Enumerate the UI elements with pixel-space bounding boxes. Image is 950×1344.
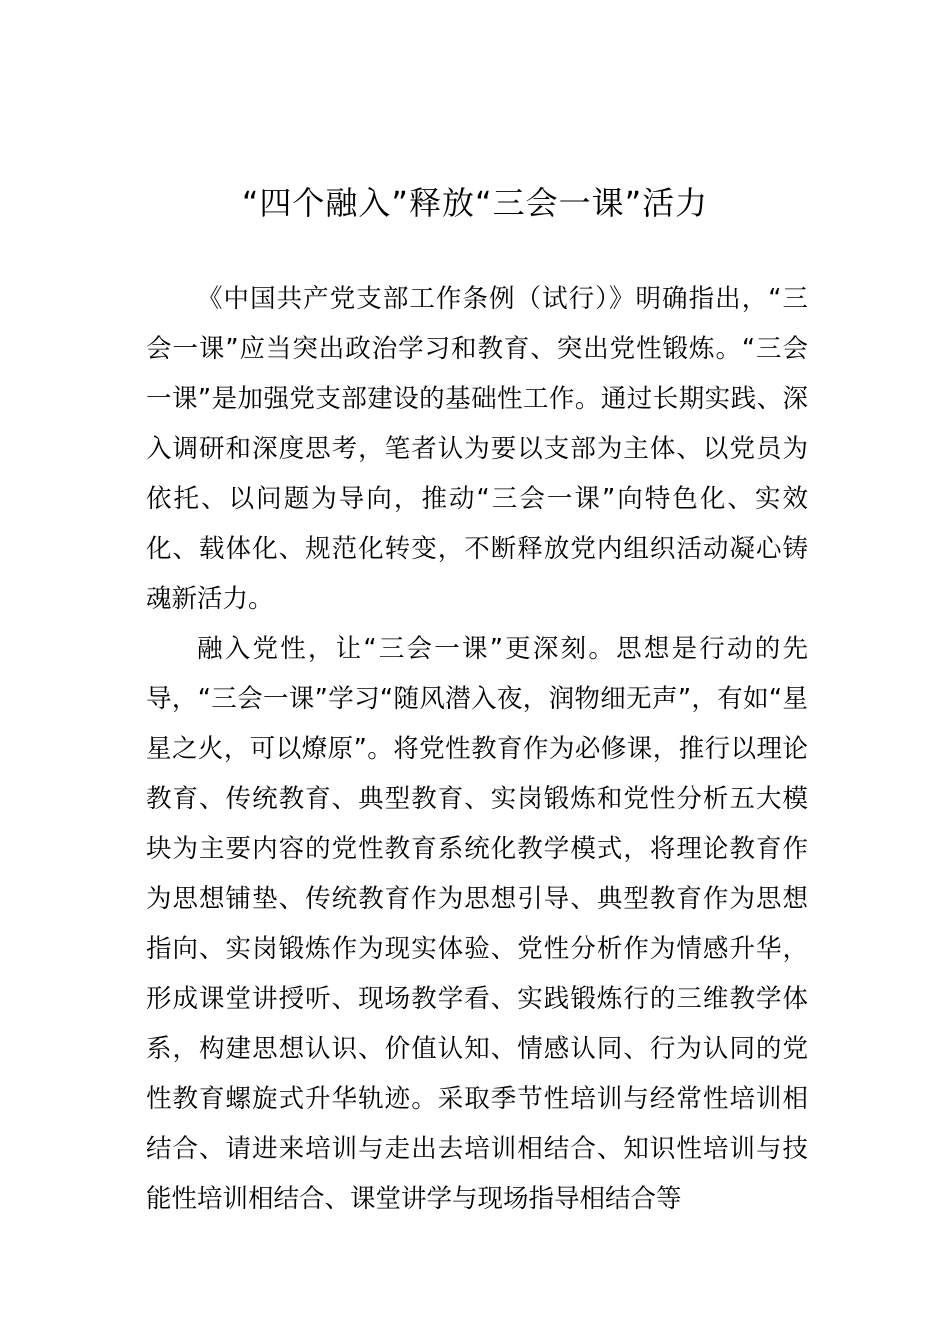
paragraph-party-spirit: 融入党性，让“三会一课”更深刻。思想是行动的先导，“三会一课”学习“随风潜入夜，润物细无声”，有如“星星之火，可以燎原”。将党性教育作为必修课，推行以理论教育、传统教育、典型教育、实岗锻炼和党性分析五大模块为主要内容的党性教育系统化教学模式，将理论教育作为思想铺垫、传统教育作为思想引导、典型教育作为思想指向、实岗锻炼作为现实体验、党性分析作为情感升华，形成课堂讲授听、现场教学看、实践锻炼行的三维教学体系，构建思想认识、价值认知、情感认同、行为认同的党性教育螺旋式升华轨迹。采取季节性培训与经常性培训相结合、请进来培训与走出去培训相结合、知识性培训与技能性培训相结合、课堂讲学与现场指导相结合等 — [146, 634, 808, 1214]
document-body — [146, 274, 808, 1224]
paragraph-intro: 《中国共产党支部工作条例（试行）》明确指出，“三会一课”应当突出政治学习和教育、突出党性锻炼。“三会一课”是加强党支部建设的基础性工作。通过长期实践、深入调研和深度思考，笔者认为要以支部为主体、以党员为依托、以问题为导向，推动“三会一课”向特色化、实效化、载体化、规范化转变，不断释放党内组织活动凝心铸魂新活力。 — [146, 284, 808, 614]
document-title: “四个融入”释放“三会一课”活力 — [241, 184, 709, 222]
